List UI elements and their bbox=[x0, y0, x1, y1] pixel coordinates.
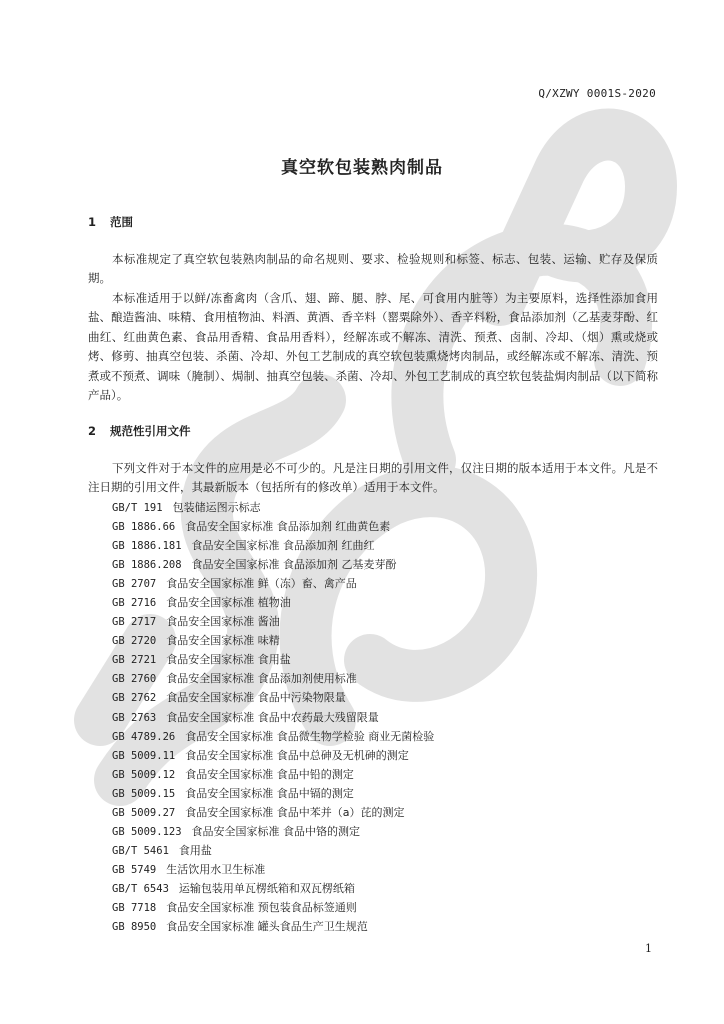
reference-code: GB 2707 bbox=[112, 578, 157, 591]
reference-title: 食用盐 bbox=[178, 843, 212, 857]
reference-title: 包装储运图示标志 bbox=[172, 501, 261, 514]
reference-list bbox=[112, 498, 434, 936]
reference-title: 食品安全国家标准 食品中铬的测定 bbox=[191, 824, 361, 838]
section-title: 规范性引用文件 bbox=[110, 424, 191, 438]
reference-code: GB 2760 bbox=[112, 673, 157, 686]
reference-code: GB 7718 bbox=[112, 901, 157, 914]
document-title: 真空软包装熟肉制品 bbox=[281, 158, 443, 178]
page-number: 1 bbox=[645, 942, 652, 955]
reference-title: 食品安全国家标准 食品添加剂 乙基麦芽酚 bbox=[191, 558, 397, 572]
reference-code: GB 5009.12 bbox=[112, 768, 176, 781]
section-heading-scope bbox=[88, 214, 133, 230]
reference-code: GB/T 5461 bbox=[112, 844, 169, 857]
reference-title: 食品安全国家标准 食品中苯并（a）芘的测定 bbox=[185, 805, 405, 819]
reference-item bbox=[112, 860, 434, 879]
reference-item bbox=[112, 593, 434, 612]
reference-code: GB 5009.11 bbox=[112, 749, 176, 762]
section-title: 范围 bbox=[110, 215, 134, 229]
reference-code: GB 2721 bbox=[112, 654, 157, 667]
scope-paragraph-1: 本标准规定了真空软包装熟肉制品的命名规则、要求、检验规则和标签、标志、包装、运输、贮存及保质期。 bbox=[88, 252, 658, 286]
reference-title: 食品安全国家标准 鲜（冻）畜、禽产品 bbox=[166, 577, 357, 591]
reference-title: 食品安全国家标准 食品添加剂 红曲红 bbox=[191, 539, 375, 553]
reference-code: GB 5009.27 bbox=[112, 806, 176, 819]
reference-item bbox=[112, 669, 434, 688]
section-number: 2 bbox=[88, 424, 97, 438]
reference-code: GB 2762 bbox=[112, 692, 157, 705]
reference-title: 食品安全国家标准 食品微生物学检验 商业无菌检验 bbox=[185, 729, 435, 743]
reference-item bbox=[112, 612, 434, 631]
section-heading-references bbox=[88, 423, 191, 439]
section-number: 1 bbox=[88, 215, 97, 229]
reference-code: GB 2720 bbox=[112, 635, 157, 648]
reference-title: 食品安全国家标准 植物油 bbox=[166, 596, 291, 610]
reference-title: 食品安全国家标准 食品中总砷及无机砷的测定 bbox=[185, 748, 409, 762]
reference-item bbox=[112, 708, 434, 727]
reference-title: 食品安全国家标准 罐头食品生产卫生规范 bbox=[166, 920, 368, 934]
reference-title: 食品安全国家标准 预包装食品标签通则 bbox=[166, 900, 357, 914]
reference-title: 食品安全国家标准 食品中铅的测定 bbox=[185, 767, 354, 781]
reference-item bbox=[112, 536, 434, 555]
reference-item bbox=[112, 727, 434, 746]
reference-title: 食品安全国家标准 味精 bbox=[166, 634, 280, 648]
reference-title: 食品安全国家标准 食品中农药最大残留限量 bbox=[166, 710, 379, 724]
reference-item bbox=[112, 517, 434, 536]
reference-item bbox=[112, 746, 434, 765]
reference-code: GB/T 191 bbox=[112, 502, 163, 514]
reference-item bbox=[112, 822, 434, 841]
reference-item bbox=[112, 898, 434, 917]
reference-title: 食品安全国家标准 食用盐 bbox=[166, 653, 291, 667]
document-code: Q/XZWY 0001S-2020 bbox=[538, 87, 656, 100]
reference-code: GB 5749 bbox=[112, 863, 157, 876]
reference-code: GB 5009.15 bbox=[112, 787, 176, 800]
reference-title: 运输包装用单瓦楞纸箱和双瓦楞纸箱 bbox=[178, 881, 355, 895]
reference-title: 食品安全国家标准 食品添加剂 红曲黄色素 bbox=[185, 520, 391, 534]
reference-item bbox=[112, 803, 434, 822]
references-intro-paragraph: 下列文件对于本文件的应用是必不可少的。凡是注日期的引用文件，仅注日期的版本适用于本文件。凡是不注日期的引用文件，其最新版本（包括所有的修改单）适用于本文件。 bbox=[88, 461, 658, 495]
reference-item bbox=[112, 688, 434, 707]
reference-item bbox=[112, 879, 434, 898]
reference-item bbox=[112, 555, 434, 574]
reference-item bbox=[112, 841, 434, 860]
reference-code: GB 5009.123 bbox=[112, 825, 182, 838]
reference-code: GB 1886.181 bbox=[112, 540, 182, 553]
reference-code: GB 2716 bbox=[112, 597, 157, 610]
reference-title: 食品安全国家标准 食品添加剂使用标准 bbox=[166, 672, 357, 686]
reference-code: GB 8950 bbox=[112, 921, 157, 934]
reference-code: GB 4789.26 bbox=[112, 730, 176, 743]
reference-title: 食品安全国家标准 食品中镉的测定 bbox=[185, 786, 354, 800]
reference-item bbox=[112, 765, 434, 784]
reference-code: GB 1886.208 bbox=[112, 559, 182, 572]
reference-item bbox=[112, 574, 434, 593]
reference-code: GB 2717 bbox=[112, 616, 157, 629]
reference-code: GB 2763 bbox=[112, 711, 157, 724]
reference-item bbox=[112, 784, 434, 803]
reference-title: 生活饮用水卫生标准 bbox=[166, 862, 266, 876]
reference-title: 食品安全国家标准 食品中污染物限量 bbox=[166, 691, 346, 705]
reference-item bbox=[112, 917, 434, 936]
reference-code: GB 1886.66 bbox=[112, 521, 176, 534]
reference-code: GB/T 6543 bbox=[112, 882, 169, 895]
reference-item bbox=[112, 498, 434, 517]
scope-paragraph-2: 本标准适用于以鲜/冻畜禽肉（含爪、翅、蹄、腿、脖、尾、可食用内脏等）为主要原料，选择性添加食用盐、酿造酱油、味精、食用植物油、料酒、黄酒、香辛料（罂粟除外）、香辛料粉，食品添加剂（乙基麦芽酚、红曲红、红曲黄色素、食品用香精、食品用香料），经解冻或不解冻、清洗、预煮、卤制、冷却、（烟）熏或烧或烤、修剪、抽真空包装、杀菌、冷却、外包工艺制成的真空软包装熏烧烤肉制品，或经解冻或不解冻、清洗、预煮或不预煮、调味（腌制）、焗制、抽真空包装、杀菌、冷却、外包工艺制成的真空软包装盐焗肉制品（以下简称产品）。 bbox=[88, 291, 658, 403]
reference-item bbox=[112, 631, 434, 650]
reference-item bbox=[112, 650, 434, 669]
reference-title: 食品安全国家标准 酱油 bbox=[166, 615, 280, 629]
